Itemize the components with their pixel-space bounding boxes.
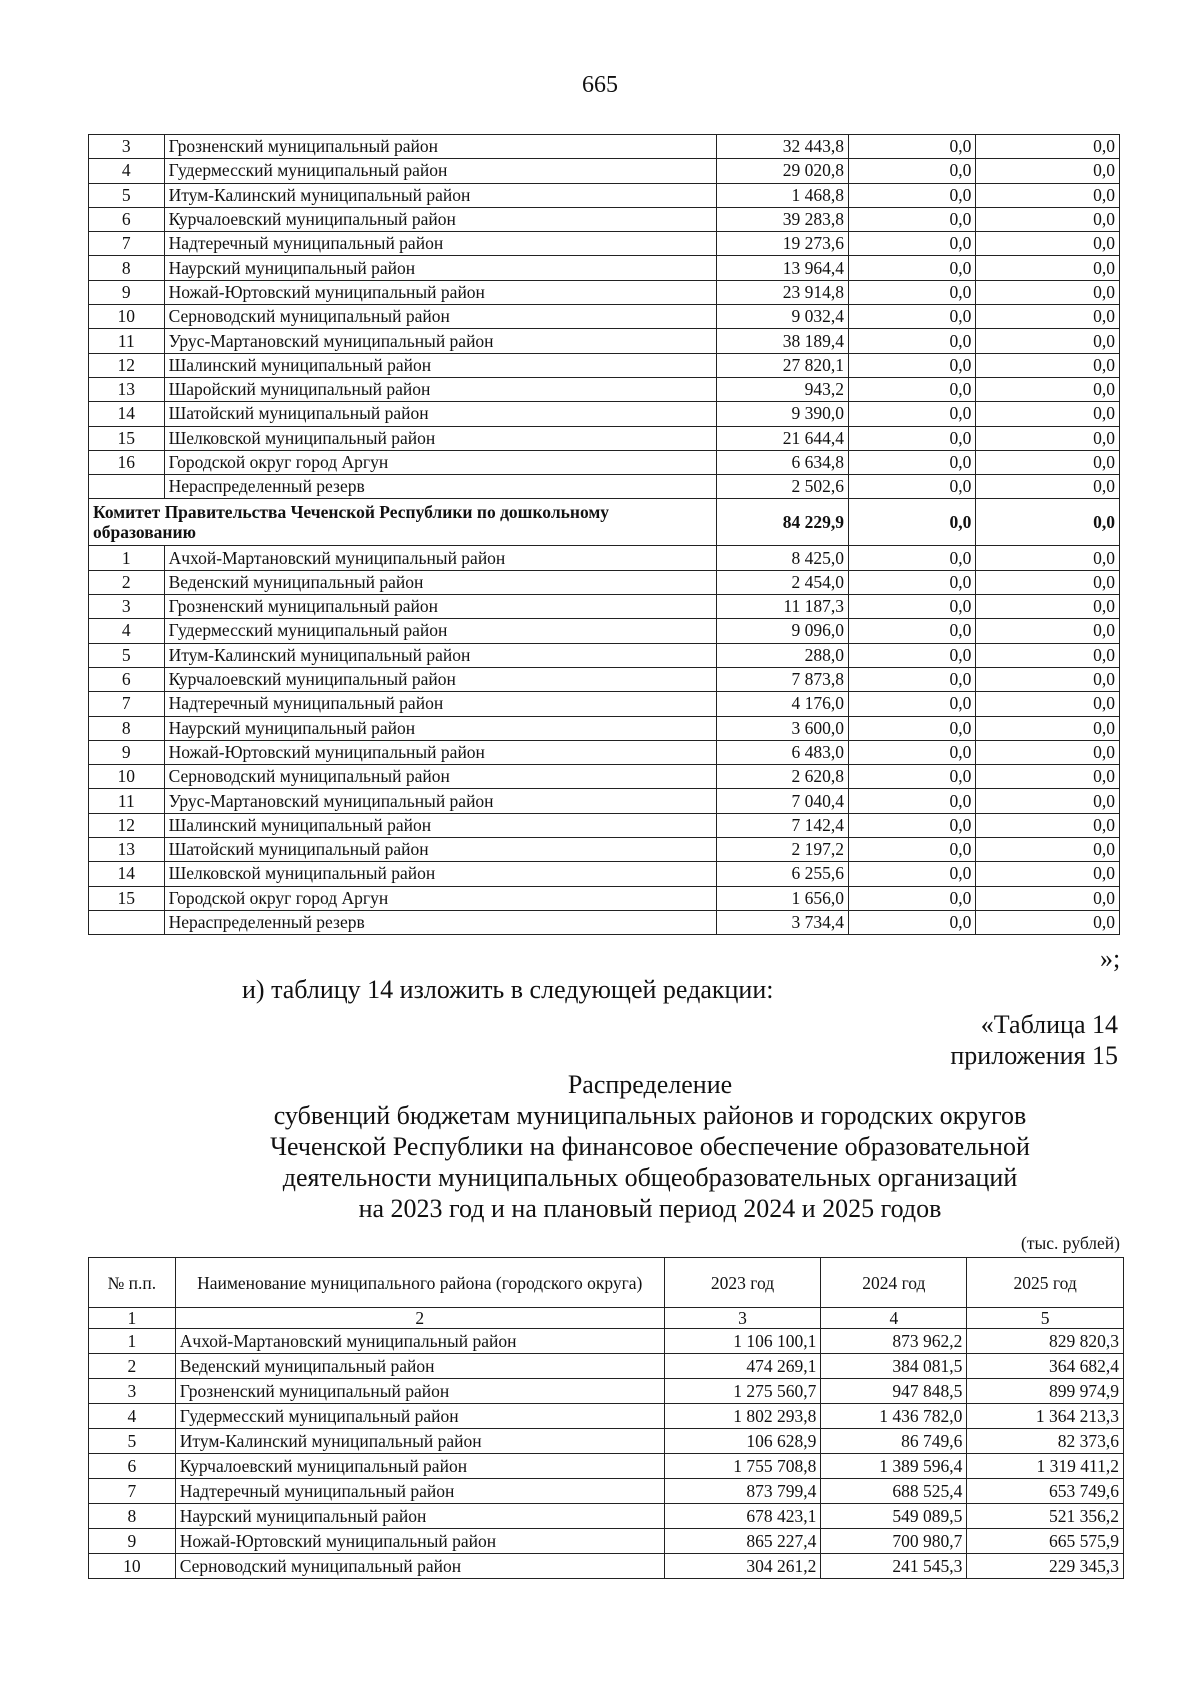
col-number: 1 xyxy=(89,1308,176,1329)
row-value-1: 39 283,8 xyxy=(717,207,849,231)
row-number xyxy=(89,910,165,934)
row-number: 16 xyxy=(89,450,165,474)
table-row xyxy=(89,159,1120,183)
row-number: 15 xyxy=(89,426,165,450)
row-value-1: 474 269,1 xyxy=(664,1354,821,1379)
row-name: Курчалоевский муниципальный район xyxy=(175,1454,664,1479)
row-value-2: 384 081,5 xyxy=(821,1354,967,1379)
row-value-3: 0,0 xyxy=(976,910,1120,934)
row-number: 14 xyxy=(89,862,165,886)
table-row xyxy=(89,232,1120,256)
row-number: 10 xyxy=(89,305,165,329)
row-number: 8 xyxy=(89,716,165,740)
table-row xyxy=(89,1379,1124,1404)
table-row xyxy=(89,450,1120,474)
row-value-3: 0,0 xyxy=(976,692,1120,716)
group-row xyxy=(89,499,1120,546)
row-value-1: 7 873,8 xyxy=(717,667,849,691)
row-value-1: 21 644,4 xyxy=(717,426,849,450)
row-value-2: 0,0 xyxy=(849,450,976,474)
table-row xyxy=(89,353,1120,377)
table-label: «Таблица 14 xyxy=(980,1010,1118,1039)
row-value-3: 1 319 411,2 xyxy=(967,1454,1124,1479)
row-name: Ножай-Юртовский муниципальный район xyxy=(175,1529,664,1554)
row-name: Наурский муниципальный район xyxy=(175,1504,664,1529)
table-row xyxy=(89,305,1120,329)
row-name: Шелковской муниципальный район xyxy=(164,862,717,886)
table-row xyxy=(89,643,1120,667)
row-name: Нераспределенный резерв xyxy=(164,910,717,934)
table-row xyxy=(89,838,1120,862)
row-number: 9 xyxy=(89,280,165,304)
row-value-2: 0,0 xyxy=(849,377,976,401)
row-value-1: 9 032,4 xyxy=(717,305,849,329)
row-value-2: 0,0 xyxy=(849,716,976,740)
row-name: Шелковской муниципальный район xyxy=(164,426,717,450)
instruction-text: и) таблицу 14 изложить в следующей редакции: xyxy=(242,975,774,1004)
row-number: 10 xyxy=(89,765,165,789)
row-value-2: 688 525,4 xyxy=(821,1479,967,1504)
table-row xyxy=(89,329,1120,353)
table-row xyxy=(89,862,1120,886)
row-value-1: 1 802 293,8 xyxy=(664,1404,821,1429)
row-value-2: 0,0 xyxy=(849,280,976,304)
row-value-3: 521 356,2 xyxy=(967,1504,1124,1529)
row-value-3: 0,0 xyxy=(976,643,1120,667)
row-value-2: 0,0 xyxy=(849,426,976,450)
table-row xyxy=(89,692,1120,716)
row-value-3: 1 364 213,3 xyxy=(967,1404,1124,1429)
table-body-before xyxy=(89,135,1120,499)
row-name: Итум-Калинский муниципальный район xyxy=(164,643,717,667)
row-value-1: 288,0 xyxy=(717,643,849,667)
row-name: Надтеречный муниципальный район xyxy=(175,1479,664,1504)
row-value-3: 229 345,3 xyxy=(967,1554,1124,1579)
row-value-1: 4 176,0 xyxy=(717,692,849,716)
row-number xyxy=(89,475,165,499)
row-value-1: 3 734,4 xyxy=(717,910,849,934)
row-value-2: 0,0 xyxy=(849,765,976,789)
group-name: Комитет Правительства Чеченской Республики по дошкольному образованию xyxy=(89,499,717,546)
row-name: Курчалоевский муниципальный район xyxy=(164,207,717,231)
row-value-3: 0,0 xyxy=(976,667,1120,691)
table-row xyxy=(89,886,1120,910)
row-name: Итум-Калинский муниципальный район xyxy=(164,183,717,207)
row-name: Урус-Мартановский муниципальный район xyxy=(164,329,717,353)
row-value-3: 0,0 xyxy=(976,280,1120,304)
row-name: Веденский муниципальный район xyxy=(164,570,717,594)
row-name: Гудермесский муниципальный район xyxy=(175,1404,664,1429)
page-number: 665 xyxy=(582,72,618,98)
row-value-1: 1 275 560,7 xyxy=(664,1379,821,1404)
row-number: 13 xyxy=(89,838,165,862)
table-row xyxy=(89,716,1120,740)
row-number: 2 xyxy=(89,1354,176,1379)
row-number: 15 xyxy=(89,886,165,910)
row-value-3: 0,0 xyxy=(976,886,1120,910)
row-number: 7 xyxy=(89,232,165,256)
row-value-3: 899 974,9 xyxy=(967,1379,1124,1404)
row-number: 5 xyxy=(89,183,165,207)
row-value-3: 0,0 xyxy=(976,329,1120,353)
row-value-2: 0,0 xyxy=(849,886,976,910)
table-row xyxy=(89,1429,1124,1454)
row-value-2: 0,0 xyxy=(849,207,976,231)
row-value-1: 11 187,3 xyxy=(717,595,849,619)
title-line-1: Распределение xyxy=(567,1070,733,1099)
row-name: Грозненский муниципальный район xyxy=(175,1379,664,1404)
row-value-3: 0,0 xyxy=(976,765,1120,789)
closing-quote: »; xyxy=(1100,944,1121,973)
row-value-3: 0,0 xyxy=(976,619,1120,643)
row-value-1: 873 799,4 xyxy=(664,1479,821,1504)
row-name: Серноводский муниципальный район xyxy=(164,765,717,789)
table-row xyxy=(89,910,1120,934)
row-number: 1 xyxy=(89,546,165,570)
row-value-2: 0,0 xyxy=(849,692,976,716)
table-row xyxy=(89,619,1120,643)
row-value-3: 0,0 xyxy=(976,475,1120,499)
header-2023: 2023 год xyxy=(664,1258,821,1308)
table-row xyxy=(89,740,1120,764)
row-value-3: 82 373,6 xyxy=(967,1429,1124,1454)
table-row xyxy=(89,280,1120,304)
table-row xyxy=(89,570,1120,594)
row-number: 4 xyxy=(89,619,165,643)
subvention-table-continued xyxy=(88,134,1120,935)
row-number: 11 xyxy=(89,329,165,353)
table-row xyxy=(89,135,1120,159)
row-value-1: 6 634,8 xyxy=(717,450,849,474)
table2-body xyxy=(89,1329,1124,1579)
row-value-2: 0,0 xyxy=(849,232,976,256)
row-name: Шалинский муниципальный район xyxy=(164,813,717,837)
table-row xyxy=(89,377,1120,401)
row-value-1: 9 390,0 xyxy=(717,402,849,426)
row-value-2: 0,0 xyxy=(849,256,976,280)
table-row xyxy=(89,256,1120,280)
row-value-2: 0,0 xyxy=(849,135,976,159)
row-value-3: 0,0 xyxy=(976,377,1120,401)
row-name: Ножай-Юртовский муниципальный район xyxy=(164,740,717,764)
row-number: 6 xyxy=(89,207,165,231)
title-line-2: субвенций бюджетам муниципальных районов и городских округов xyxy=(273,1101,1027,1130)
row-value-2: 0,0 xyxy=(849,329,976,353)
row-number: 1 xyxy=(89,1329,176,1354)
table-row xyxy=(89,1529,1124,1554)
row-number: 12 xyxy=(89,353,165,377)
row-value-1: 865 227,4 xyxy=(664,1529,821,1554)
row-name: Грозненский муниципальный район xyxy=(164,135,717,159)
row-name: Гудермесский муниципальный район xyxy=(164,159,717,183)
row-value-2: 0,0 xyxy=(849,183,976,207)
row-name: Гудермесский муниципальный район xyxy=(164,619,717,643)
row-name: Шатойский муниципальный район xyxy=(164,402,717,426)
row-value-2: 0,0 xyxy=(849,789,976,813)
row-name: Наурский муниципальный район xyxy=(164,716,717,740)
row-number: 3 xyxy=(89,135,165,159)
row-value-1: 2 502,6 xyxy=(717,475,849,499)
document-title xyxy=(0,1069,1200,1224)
table-row xyxy=(89,1404,1124,1429)
row-name: Серноводский муниципальный район xyxy=(175,1554,664,1579)
row-value-1: 2 454,0 xyxy=(717,570,849,594)
row-name: Итум-Калинский муниципальный район xyxy=(175,1429,664,1454)
row-number: 7 xyxy=(89,692,165,716)
row-number: 4 xyxy=(89,159,165,183)
row-value-3: 0,0 xyxy=(976,740,1120,764)
row-value-1: 6 483,0 xyxy=(717,740,849,764)
row-name: Шалинский муниципальный район xyxy=(164,353,717,377)
row-value-1: 304 261,2 xyxy=(664,1554,821,1579)
col-number: 3 xyxy=(664,1308,821,1329)
table-row xyxy=(89,546,1120,570)
row-value-1: 29 020,8 xyxy=(717,159,849,183)
row-value-2: 0,0 xyxy=(849,619,976,643)
row-value-1: 8 425,0 xyxy=(717,546,849,570)
row-value-1: 1 656,0 xyxy=(717,886,849,910)
row-value-1: 7 142,4 xyxy=(717,813,849,837)
row-value-3: 0,0 xyxy=(976,862,1120,886)
row-value-3: 653 749,6 xyxy=(967,1479,1124,1504)
row-number: 7 xyxy=(89,1479,176,1504)
row-value-1: 1 468,8 xyxy=(717,183,849,207)
table-row xyxy=(89,789,1120,813)
table-row xyxy=(89,207,1120,231)
table-row xyxy=(89,183,1120,207)
row-value-2: 0,0 xyxy=(849,305,976,329)
row-name: Городской округ город Аргун xyxy=(164,886,717,910)
table-row xyxy=(89,402,1120,426)
row-value-2: 0,0 xyxy=(849,475,976,499)
row-value-1: 2 197,2 xyxy=(717,838,849,862)
row-value-3: 0,0 xyxy=(976,135,1120,159)
row-value-1: 2 620,8 xyxy=(717,765,849,789)
row-value-2: 0,0 xyxy=(849,838,976,862)
table-row xyxy=(89,1354,1124,1379)
row-number: 12 xyxy=(89,813,165,837)
row-number: 3 xyxy=(89,595,165,619)
row-name: Курчалоевский муниципальный район xyxy=(164,667,717,691)
row-name: Ачхой-Мартановский муниципальный район xyxy=(175,1329,664,1354)
row-value-2: 1 436 782,0 xyxy=(821,1404,967,1429)
title-line-5: на 2023 год и на плановый период 2024 и 2025 годов xyxy=(358,1194,942,1223)
row-value-2: 0,0 xyxy=(849,595,976,619)
row-value-2: 947 848,5 xyxy=(821,1379,967,1404)
row-number: 2 xyxy=(89,570,165,594)
row-value-1: 27 820,1 xyxy=(717,353,849,377)
header-2024: 2024 год xyxy=(821,1258,967,1308)
row-value-2: 0,0 xyxy=(849,353,976,377)
row-number: 11 xyxy=(89,789,165,813)
row-number: 14 xyxy=(89,402,165,426)
row-value-1: 6 255,6 xyxy=(717,862,849,886)
table-row xyxy=(89,765,1120,789)
row-value-1: 106 628,9 xyxy=(664,1429,821,1454)
row-value-1: 3 600,0 xyxy=(717,716,849,740)
table-row xyxy=(89,426,1120,450)
row-value-2: 873 962,2 xyxy=(821,1329,967,1354)
row-value-3: 0,0 xyxy=(976,813,1120,837)
row-number: 13 xyxy=(89,377,165,401)
column-numbers-row xyxy=(89,1308,1124,1329)
row-value-3: 0,0 xyxy=(976,183,1120,207)
row-value-3: 0,0 xyxy=(976,426,1120,450)
row-number: 4 xyxy=(89,1404,176,1429)
row-value-1: 1 755 708,8 xyxy=(664,1454,821,1479)
row-value-2: 0,0 xyxy=(849,159,976,183)
row-name: Урус-Мартановский муниципальный район xyxy=(164,789,717,813)
row-value-3: 364 682,4 xyxy=(967,1354,1124,1379)
row-value-2: 0,0 xyxy=(849,570,976,594)
row-value-1: 13 964,4 xyxy=(717,256,849,280)
distribution-table xyxy=(88,1257,1124,1579)
row-value-2: 0,0 xyxy=(849,546,976,570)
title-line-3: Чеченской Республики на финансовое обеспечение образовательной xyxy=(270,1132,1030,1161)
row-value-2: 241 545,3 xyxy=(821,1554,967,1579)
col-number: 5 xyxy=(967,1308,1124,1329)
table-body-after xyxy=(89,546,1120,935)
row-name: Надтеречный муниципальный район xyxy=(164,692,717,716)
row-value-3: 0,0 xyxy=(976,595,1120,619)
row-value-3: 0,0 xyxy=(976,716,1120,740)
table-row xyxy=(89,1554,1124,1579)
table-header xyxy=(89,1258,1124,1329)
row-value-2: 86 749,6 xyxy=(821,1429,967,1454)
row-value-2: 0,0 xyxy=(849,813,976,837)
row-number: 8 xyxy=(89,256,165,280)
appendix-label: приложения 15 xyxy=(950,1041,1118,1070)
row-name: Грозненский муниципальный район xyxy=(164,595,717,619)
row-value-3: 0,0 xyxy=(976,159,1120,183)
row-number: 9 xyxy=(89,1529,176,1554)
row-value-1: 9 096,0 xyxy=(717,619,849,643)
row-value-2: 0,0 xyxy=(849,910,976,934)
table-row xyxy=(89,1329,1124,1354)
row-name: Городской округ город Аргун xyxy=(164,450,717,474)
table-row xyxy=(89,475,1120,499)
row-value-3: 0,0 xyxy=(976,256,1120,280)
row-value-2: 700 980,7 xyxy=(821,1529,967,1554)
row-value-3: 829 820,3 xyxy=(967,1329,1124,1354)
row-value-2: 0,0 xyxy=(849,643,976,667)
row-value-1: 943,2 xyxy=(717,377,849,401)
table-row xyxy=(89,667,1120,691)
row-value-3: 0,0 xyxy=(976,546,1120,570)
table-row xyxy=(89,1504,1124,1529)
row-name: Серноводский муниципальный район xyxy=(164,305,717,329)
row-name: Шатойский муниципальный район xyxy=(164,838,717,862)
row-value-2: 0,0 xyxy=(849,667,976,691)
row-value-3: 665 575,9 xyxy=(967,1529,1124,1554)
row-number: 9 xyxy=(89,740,165,764)
row-value-3: 0,0 xyxy=(976,232,1120,256)
units-label: (тыс. рублей) xyxy=(1021,1233,1120,1253)
row-value-1: 19 273,6 xyxy=(717,232,849,256)
row-number: 3 xyxy=(89,1379,176,1404)
row-value-2: 1 389 596,4 xyxy=(821,1454,967,1479)
row-value-1: 23 914,8 xyxy=(717,280,849,304)
row-name: Ножай-Юртовский муниципальный район xyxy=(164,280,717,304)
row-value-3: 0,0 xyxy=(976,838,1120,862)
row-value-2: 0,0 xyxy=(849,740,976,764)
row-value-2: 0,0 xyxy=(849,402,976,426)
table-row xyxy=(89,595,1120,619)
header-2025: 2025 год xyxy=(967,1258,1124,1308)
row-value-1: 7 040,4 xyxy=(717,789,849,813)
row-value-1: 32 443,8 xyxy=(717,135,849,159)
row-value-1: 38 189,4 xyxy=(717,329,849,353)
row-name: Веденский муниципальный район xyxy=(175,1354,664,1379)
header-name: Наименование муниципального района (городского округа) xyxy=(175,1258,664,1308)
row-number: 5 xyxy=(89,643,165,667)
row-number: 10 xyxy=(89,1554,176,1579)
row-number: 6 xyxy=(89,667,165,691)
row-value-3: 0,0 xyxy=(976,402,1120,426)
table-row xyxy=(89,1479,1124,1504)
row-value-3: 0,0 xyxy=(976,450,1120,474)
row-value-3: 0,0 xyxy=(976,570,1120,594)
row-number: 5 xyxy=(89,1429,176,1454)
row-value-3: 0,0 xyxy=(976,789,1120,813)
title-line-4: деятельности муниципальных общеобразовательных организаций xyxy=(282,1163,1018,1192)
row-value-3: 0,0 xyxy=(976,305,1120,329)
row-value-1: 678 423,1 xyxy=(664,1504,821,1529)
table-row xyxy=(89,1454,1124,1479)
group-value-3: 0,0 xyxy=(976,499,1120,546)
header-num: № п.п. xyxy=(89,1258,176,1308)
group-value-2: 0,0 xyxy=(849,499,976,546)
row-name: Ачхой-Мартановский муниципальный район xyxy=(164,546,717,570)
row-value-3: 0,0 xyxy=(976,353,1120,377)
col-number: 2 xyxy=(175,1308,664,1329)
row-name: Шаройский муниципальный район xyxy=(164,377,717,401)
table-row xyxy=(89,813,1120,837)
group-value-1: 84 229,9 xyxy=(717,499,849,546)
row-value-2: 549 089,5 xyxy=(821,1504,967,1529)
row-value-1: 1 106 100,1 xyxy=(664,1329,821,1354)
row-name: Нераспределенный резерв xyxy=(164,475,717,499)
row-value-3: 0,0 xyxy=(976,207,1120,231)
row-number: 8 xyxy=(89,1504,176,1529)
row-value-2: 0,0 xyxy=(849,862,976,886)
header-row xyxy=(89,1258,1124,1308)
row-name: Наурский муниципальный район xyxy=(164,256,717,280)
row-number: 6 xyxy=(89,1454,176,1479)
col-number: 4 xyxy=(821,1308,967,1329)
row-name: Надтеречный муниципальный район xyxy=(164,232,717,256)
group-section xyxy=(89,499,1120,546)
